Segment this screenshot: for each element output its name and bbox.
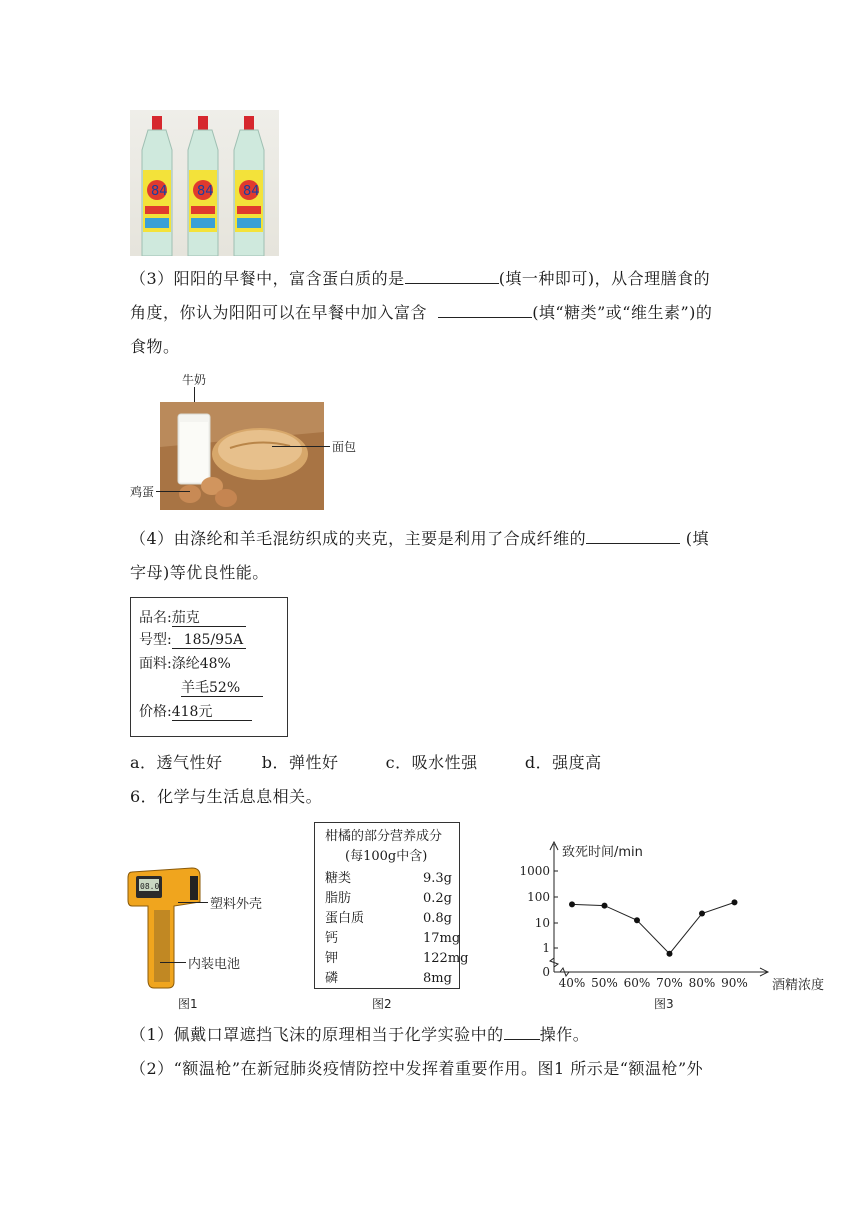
figure-3-caption: 图3 bbox=[654, 997, 674, 1011]
tag-fabric-value-2: 羊毛52% bbox=[181, 680, 263, 697]
bleach-bottles-photo bbox=[130, 110, 279, 256]
shell-pointer-line bbox=[178, 902, 208, 903]
nutrition-title: 柑橘的部分营养成分 bbox=[325, 829, 443, 844]
answer-options bbox=[130, 746, 602, 780]
egg-pointer-line bbox=[156, 491, 190, 492]
tag-model-value: 185/95A bbox=[172, 632, 246, 649]
q3-line2-end: (填“糖类”或“维生素”)的 bbox=[532, 303, 713, 322]
nutrition-subtitle: (每100g中含) bbox=[345, 849, 428, 864]
bread-label: 面包 bbox=[332, 440, 357, 454]
option-b[interactable]: b．弹性好 bbox=[261, 753, 339, 772]
bottle-icon bbox=[234, 116, 264, 256]
nutrition-row: 钾 122mg bbox=[325, 951, 469, 966]
x-tick-label: 80% bbox=[688, 976, 716, 990]
svg-text:84: 84 bbox=[197, 184, 214, 199]
thermometer-gun-photo bbox=[126, 862, 216, 994]
q6-1-end: 操作。 bbox=[539, 1025, 590, 1044]
question-6-title: 6．化学与生活息息相关。 bbox=[130, 787, 323, 806]
battery-label: 内装电池 bbox=[188, 957, 241, 972]
q4-line2: 字母)等优良性能。 bbox=[130, 563, 269, 582]
citrus-nutrition-table bbox=[314, 822, 469, 989]
q4-line1-start: （4）由涤纶和羊毛混纺织成的夹克，主要是利用了合成纤维的 bbox=[130, 529, 587, 548]
bread-pointer-line bbox=[272, 446, 330, 447]
question-6-1 bbox=[130, 1018, 589, 1052]
x-tick-label: 90% bbox=[721, 976, 748, 990]
shell-label: 塑料外壳 bbox=[210, 897, 263, 912]
bottle-icon bbox=[142, 116, 172, 256]
question-6-2: （2）“额温枪”在新冠肺炎疫情防控中发挥着重要作用。图1 所示是“额温枪”外 bbox=[130, 1059, 704, 1078]
data-point bbox=[634, 917, 640, 923]
nutrition-row: 糖类 9.3g bbox=[325, 871, 452, 886]
option-c[interactable]: c．吸水性强 bbox=[385, 753, 478, 772]
milk-glass-icon bbox=[178, 414, 210, 484]
y-tick-label: 1000 bbox=[519, 864, 550, 878]
svg-text:84: 84 bbox=[151, 184, 168, 199]
x-tick-label: 70% bbox=[656, 976, 683, 990]
nutrition-row: 钙 17mg bbox=[325, 931, 461, 946]
answer-blank[interactable] bbox=[504, 1021, 540, 1040]
battery-pointer-line bbox=[160, 962, 186, 963]
data-point bbox=[699, 911, 705, 917]
nutrition-row: 蛋白质 0.8g bbox=[325, 911, 452, 926]
answer-blank[interactable] bbox=[438, 299, 532, 318]
y-tick-label: 0 bbox=[542, 965, 550, 979]
x-tick-label: 40% bbox=[558, 976, 586, 990]
y-tick-label: 1 bbox=[542, 941, 550, 955]
q4-line1-end: (填 bbox=[685, 529, 710, 548]
answer-blank[interactable] bbox=[405, 265, 499, 284]
figure-1-caption: 图1 bbox=[178, 997, 198, 1011]
clothing-tag bbox=[130, 597, 288, 737]
alcohol-lethality-chart bbox=[510, 830, 840, 995]
q3-line2-start: 角度，你认为阳阳可以在早餐中加入富含 bbox=[130, 303, 428, 322]
tag-fabric-label: 面料: bbox=[139, 656, 172, 672]
question-4-text bbox=[130, 522, 740, 590]
option-d[interactable]: d．强度高 bbox=[524, 753, 602, 772]
data-point bbox=[602, 903, 608, 909]
data-point bbox=[667, 951, 673, 957]
data-point bbox=[732, 899, 738, 905]
nutrition-row: 脂肪 0.2g bbox=[325, 891, 452, 906]
gun-screen-text: 08.0 bbox=[140, 882, 160, 891]
series-line bbox=[572, 902, 735, 953]
tag-name-label: 品名: bbox=[139, 610, 172, 626]
bottle-icon bbox=[188, 116, 218, 256]
svg-text:84: 84 bbox=[243, 184, 260, 199]
milk-label: 牛奶 bbox=[182, 373, 207, 387]
option-a[interactable]: a．透气性好 bbox=[130, 753, 223, 772]
tag-price-label: 价格: bbox=[139, 704, 172, 720]
tag-model-label: 号型: bbox=[139, 632, 172, 648]
y-axis-label: 致死时间/min bbox=[562, 845, 643, 860]
q6-1-start: （1）佩戴口罩遮挡飞沫的原理相当于化学实验中的 bbox=[130, 1025, 504, 1044]
bread-icon bbox=[212, 428, 308, 480]
question-3-text bbox=[130, 262, 740, 364]
y-tick-label: 10 bbox=[534, 916, 550, 930]
tag-name-value: 茄克 bbox=[172, 610, 246, 627]
x-tick-label: 50% bbox=[591, 976, 618, 990]
data-point bbox=[569, 901, 575, 907]
x-axis-label: 酒精浓度 bbox=[772, 978, 825, 993]
answer-blank[interactable] bbox=[586, 525, 680, 544]
figure-2-caption: 图2 bbox=[372, 997, 392, 1011]
tag-fabric-value-1: 涤纶48% bbox=[171, 656, 231, 672]
egg-label: 鸡蛋 bbox=[130, 485, 155, 499]
x-tick-label: 60% bbox=[623, 976, 651, 990]
nutrition-row: 磷 8mg bbox=[325, 971, 452, 986]
breakfast-photo bbox=[160, 402, 324, 510]
q3-line1-start: （3）阳阳的早餐中，富含蛋白质的是 bbox=[130, 269, 405, 288]
tag-price-value: 418元 bbox=[172, 704, 252, 721]
y-tick-label: 100 bbox=[527, 890, 550, 904]
q3-line3: 食物。 bbox=[130, 337, 180, 356]
q3-line1-end: (填一种即可)，从合理膳食的 bbox=[498, 269, 711, 288]
